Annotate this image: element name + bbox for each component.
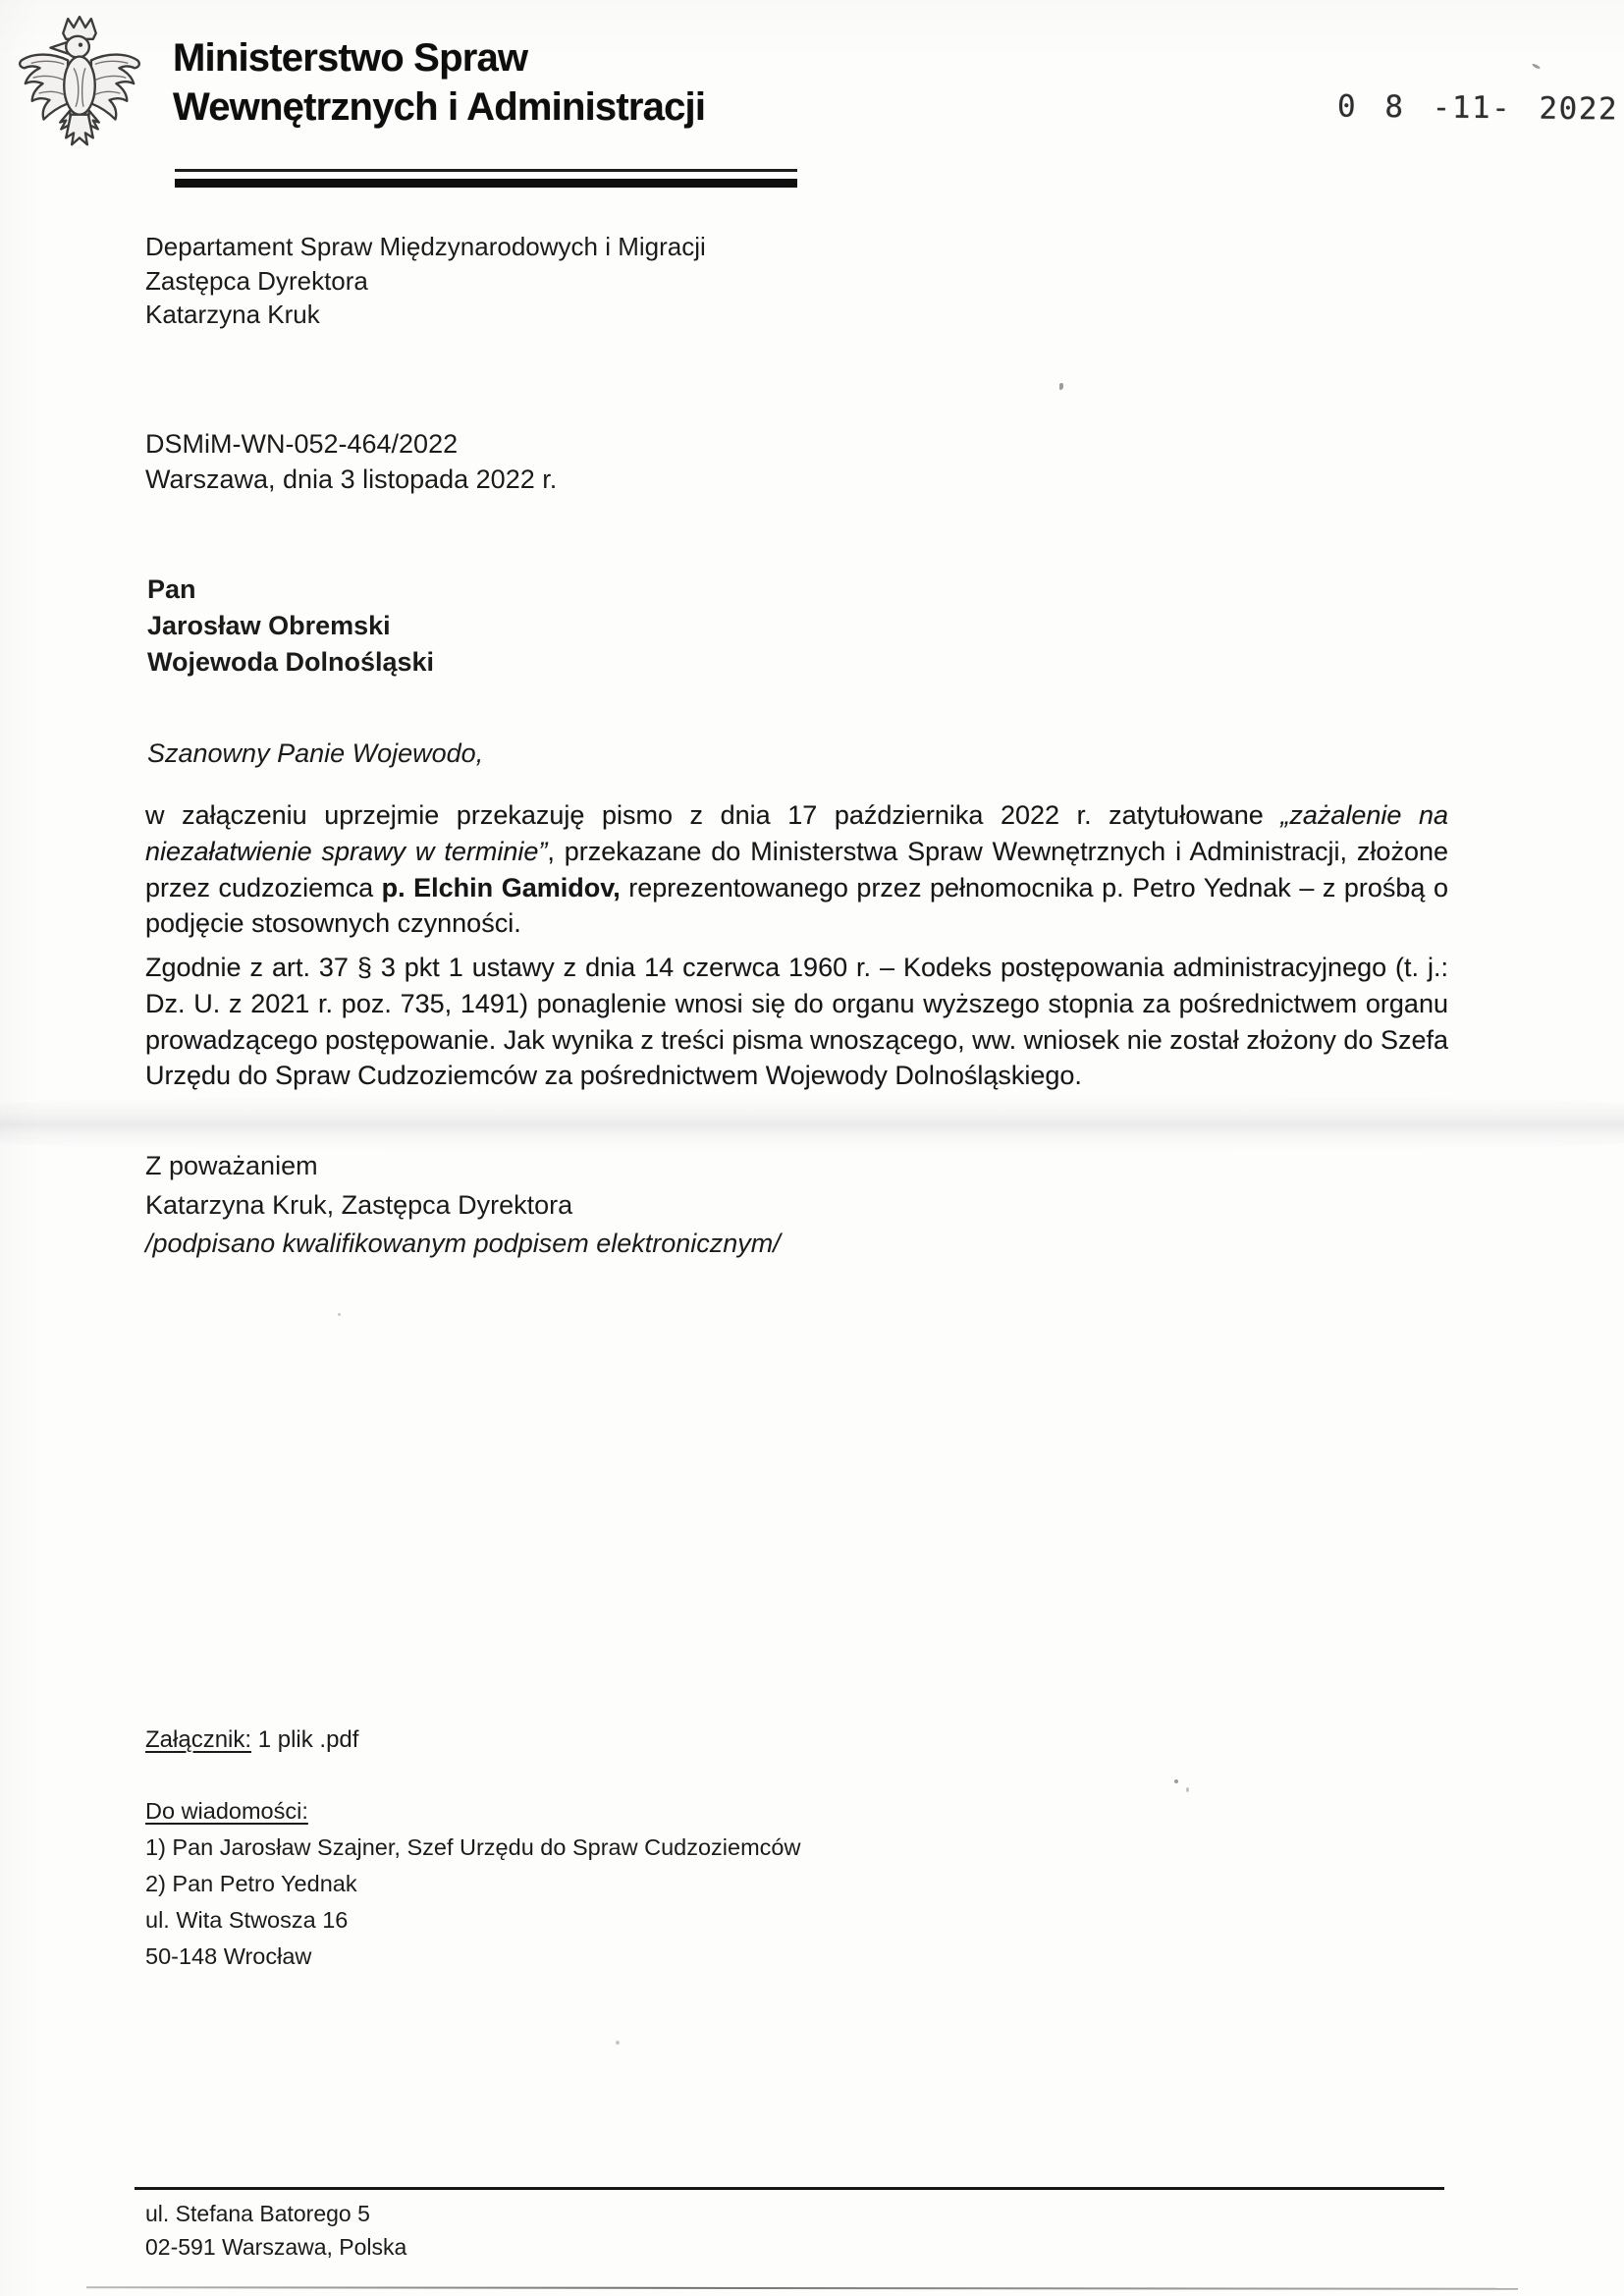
recipient-title: Wojewoda Dolnośląski xyxy=(147,647,435,677)
scan-speck xyxy=(1059,383,1063,390)
sender-block xyxy=(145,230,706,332)
signature-block xyxy=(145,1147,781,1264)
reference-number: DSMiM-WN-052-464/2022 xyxy=(145,429,459,459)
header-rule-thin xyxy=(175,169,797,172)
footer-address xyxy=(145,2198,406,2264)
ministry-name-line1: Ministerstwo Spraw xyxy=(173,36,528,80)
ministry-name-line2: Wewnętrznych i Administracji xyxy=(173,85,706,129)
cc-item-3: ul. Wita Stwosza 16 xyxy=(145,1907,349,1933)
recipient-block xyxy=(147,572,434,681)
letter-greeting: Szanowny Panie Wojewodo, xyxy=(147,738,484,768)
scan-speck xyxy=(338,1313,341,1316)
electronic-signature-note: /podpisano kwalifikowanym podpisem elektronicznym/ xyxy=(145,1229,781,1258)
signer-name-title: Katarzyna Kruk, Zastępca Dyrektora xyxy=(145,1189,573,1220)
sender-department: Departament Spraw Międzynarodowych i Migracji xyxy=(145,232,706,261)
cc-block xyxy=(145,1793,800,1975)
eagle-eye xyxy=(79,43,82,47)
footer-rule xyxy=(135,2187,1444,2190)
body-paragraph-1: w załączeniu uprzejmie przekazuję pismo z dnia 17 października 2022 r. zatytułowane „zażalenie na niezałatwienie sprawy w terminie”, przekazane do Ministerstwa Spraw Wewnętrznych i Administracji, złożone przez cudzoziemca p. Elchin Gamidov, reprezentowanego przez pełnomocnika p. Petro Yednak – z prośbą o podjęcie stosownych czynności. xyxy=(145,800,1448,939)
sender-title: Zastępca Dyrektora xyxy=(145,265,368,296)
scan-speck xyxy=(1532,63,1541,70)
recipient-name: Jarosław Obremski xyxy=(147,611,391,640)
attachment-value: 1 plik .pdf xyxy=(251,1726,359,1753)
cc-item-1: 1) Pan Jarosław Szajner, Szef Urzędu do Spraw Cudzoziemców xyxy=(145,1834,801,1860)
reference-block xyxy=(145,426,557,497)
cc-item-2: 2) Pan Petro Yednak xyxy=(145,1871,357,1896)
cc-item-4: 50-148 Wrocław xyxy=(145,1943,312,1969)
header-rule-thick xyxy=(175,179,797,188)
cc-label: Do wiadomości: xyxy=(145,1798,308,1824)
footer-street: ul. Stefana Batorego 5 xyxy=(145,2201,370,2226)
body-paragraph-2: Zgodnie z art. 37 § 3 pkt 1 ustawy z dnia 14 czerwca 1960 r. – Kodeks postępowania administracyjnego (t. j.: Dz. U. z 2021 r. poz. 735, 1491) ponaglenie wnosi się do organu wyższego stopnia za pośrednictwem organu prowadzącego postępowanie. Jak wynika z treści pisma wnoszącego, ww. wniosek nie został złożony do Szefa Urzędu do Spraw Cudzoziemców za pośrednictwem Wojewody Dolnośląskiego. xyxy=(145,953,1448,1091)
polish-eagle-emblem-icon xyxy=(12,8,147,177)
attachment-line xyxy=(145,1726,358,1754)
recipient-salutation: Pan xyxy=(147,574,196,604)
scan-speck xyxy=(1174,1779,1178,1783)
scan-speck xyxy=(616,2041,620,2045)
received-date-stamp: 0 8 -11- 2022 xyxy=(1336,88,1619,128)
closing-phrase: Z poważaniem xyxy=(145,1151,318,1180)
attachment-label: Załącznik: xyxy=(145,1726,252,1753)
footer-city: 02-591 Warszawa, Polska xyxy=(145,2233,407,2260)
place-and-date: Warszawa, dnia 3 listopada 2022 r. xyxy=(145,465,558,494)
ministry-header xyxy=(173,33,705,132)
sender-name: Katarzyna Kruk xyxy=(145,300,320,329)
paper-fold-crease xyxy=(0,1096,1624,1151)
scan-speck xyxy=(1186,1787,1189,1792)
scan-edge-artifact xyxy=(86,2286,1518,2290)
